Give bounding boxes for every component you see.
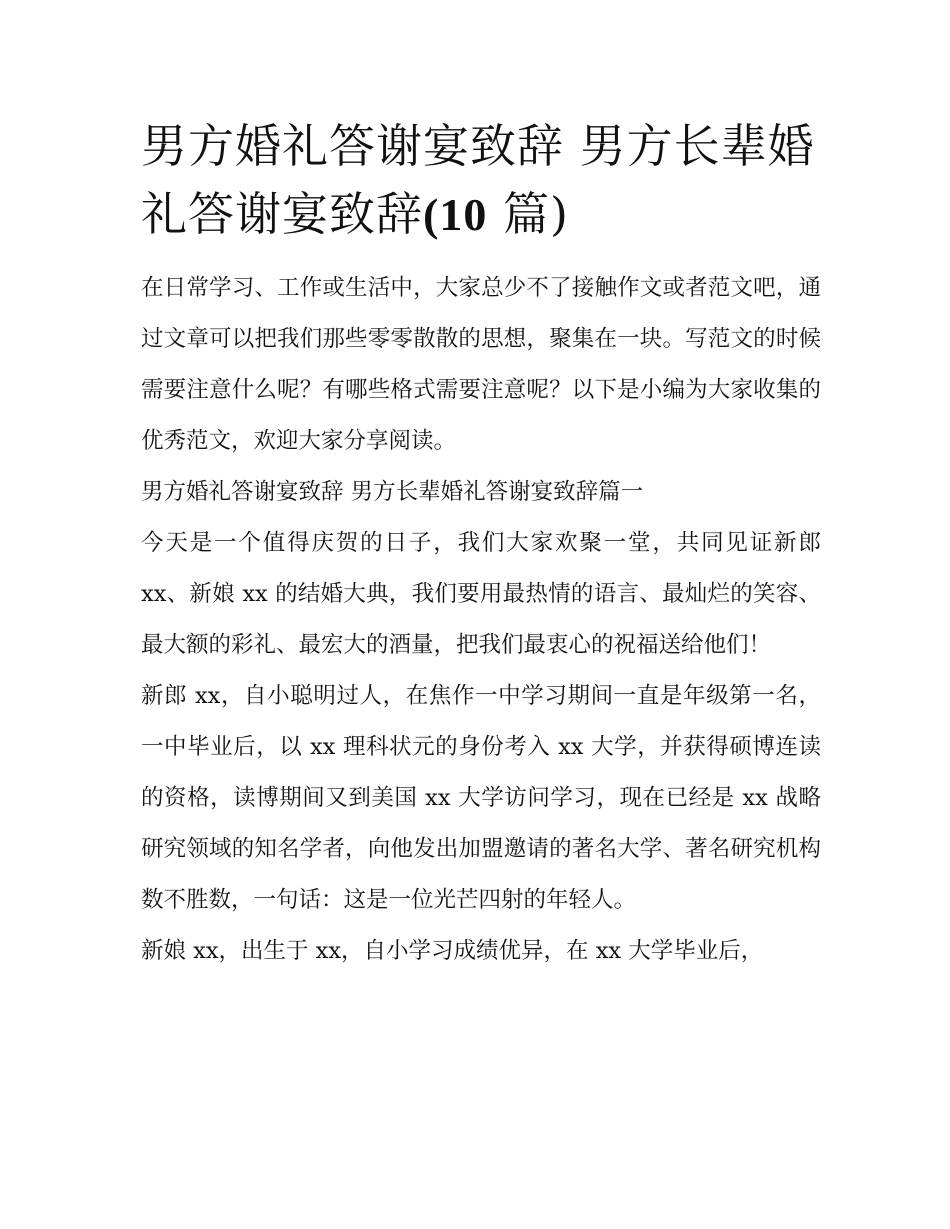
body-paragraph: 今天是一个值得庆贺的日子，我们大家欢聚一堂，共同见证新郎 xx、新娘 xx 的结婚大典，我们要用最热情的语言、最灿烂的笑容、最大额的彩礼、最宏大的酒量，把我们最衷心的祝福送给他们！: [141, 530, 821, 658]
body-paragraph: 新娘 xx，出生于 xx，自小学习成绩优异，在 xx 大学毕业后，: [141, 938, 764, 964]
document-title: [141, 112, 821, 249]
title-text: 男方婚礼答谢宴致辞 男方长辈婚礼答谢宴致辞: [141, 119, 815, 241]
title-count: (10: [423, 189, 488, 240]
body-paragraph: 新郎 xx，自小聪明过人，在焦作一中学习期间一直是年级第一名，一中毕业后，以 xx 理科状元的身份考入 xx 大学，并获得硕博连读的资格，读博期间又到美国 xx 大学访问学习，现在已经是 xx 战略研究领域的知名学者，向他发出加盟邀请的著名大学、著名研究机构数不胜数，一句话：这是一位光芒四射的年轻人。: [141, 683, 821, 913]
document-content: [141, 112, 821, 977]
section-heading: 男方婚礼答谢宴致辞 男方长辈婚礼答谢宴致辞篇一: [141, 479, 644, 505]
title-suffix: 篇): [487, 187, 569, 241]
intro-paragraph: 在日常学习、工作或生活中，大家总少不了接触作文或者范文吧，通过文章可以把我们那些零零散散的思想，聚集在一块。写范文的时候需要注意什么呢？有哪些格式需要注意呢？以下是小编为大家收集的优秀范文，欢迎大家分享阅读。: [141, 275, 821, 454]
